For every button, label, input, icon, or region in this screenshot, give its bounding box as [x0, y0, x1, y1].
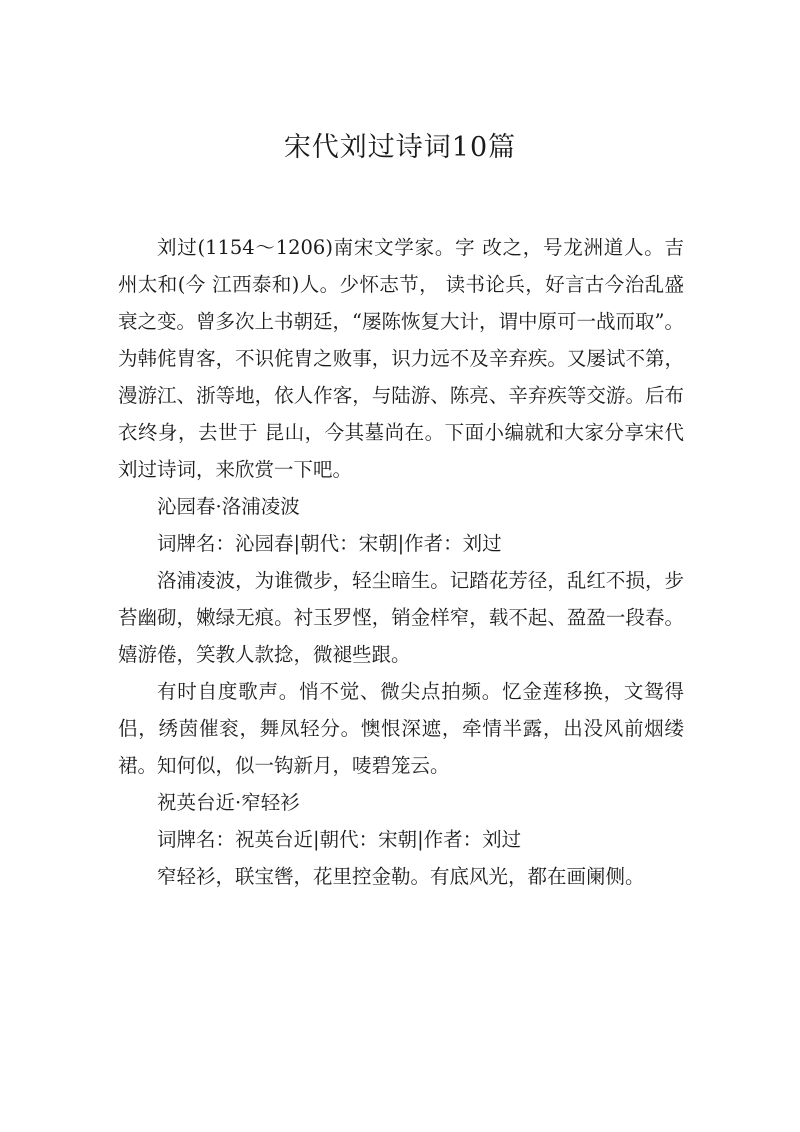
poem-title: 沁园春·洛浦凌波 — [157, 495, 300, 518]
poem-meta: 词牌名：沁园春|朝代：宋朝|作者：刘过 — [157, 532, 502, 555]
poem-title: 祝英台近·窄轻衫 — [157, 791, 300, 814]
poem-stanza: 洛浦凌波，为谁微步，轻尘暗生。记踏花芳径，乱红不损，步苔幽砌，嫩绿无痕。衬玉罗悭，销金样窄，载不起、盈盈一段春。嬉游倦，笑教人款捻，微褪些跟。 — [118, 569, 684, 666]
poem-stanza: 窄轻衫，联宝辔，花里控金勒。有底风光，都在画阑侧。 — [157, 865, 645, 888]
document-body — [118, 229, 684, 895]
intro-paragraph: 刘过(1154～1206)南宋文学家。字 改之，号龙洲道人。吉州太和(今 江西泰和)人。少怀志节， 读书论兵，好言古今治乱盛衰之变。曾多次上书朝廷，“屡陈恢复大计，谓中原可一战而取”。为韩侂胄客，不识侂胄之败事，识力远不及辛弃疾。又屡试不第， 漫游江、浙等地，依人作客，与陆游、陈亮、辛弃疾等交游。后布衣终身，去世于 昆山，今其墓尚在。下面小编就和大家分享宋代刘过诗词，来欣赏一下吧。 — [118, 236, 684, 481]
document-title: 宋代刘过诗词10篇 — [283, 132, 517, 163]
poem-stanza: 有时自度歌声。悄不觉、微尖点拍频。忆金莲移换，文鸳得侣，绣茵催衮，舞凤轻分。懊恨深遮，牵情半露，出没风前烟缕裙。知何似，似一钩新月，唛碧笼云。 — [118, 680, 684, 777]
poem-meta: 词牌名：祝英台近|朝代：宋朝|作者：刘过 — [157, 828, 522, 851]
